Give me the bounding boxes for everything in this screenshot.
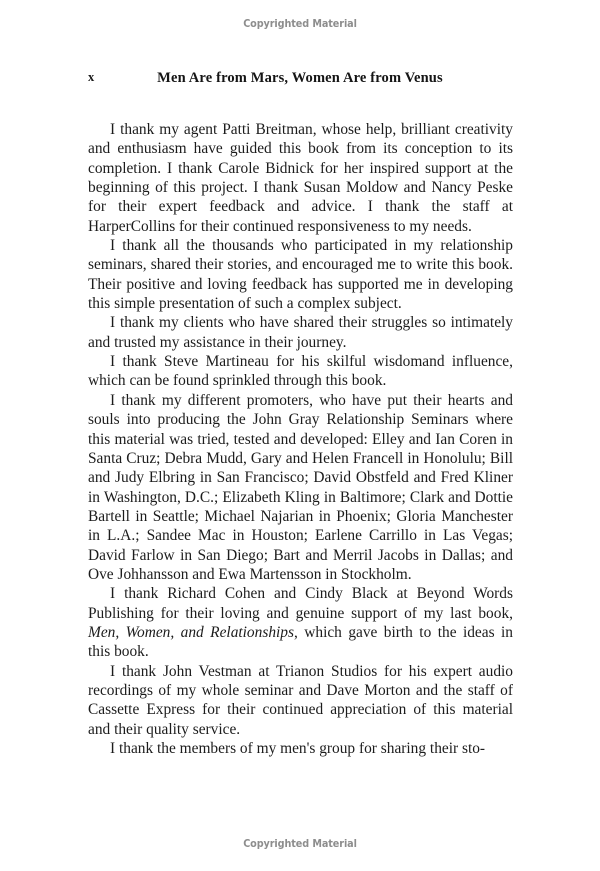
paragraph-5: I thank my different promoters, who have put their hearts and souls into producing the John Gray Relationship Seminars where this material was tried, tested and developed: Elley and Ian Coren in Santa Cruz; Debra Mudd, Gary and Helen Francell in Honolulu; Bill and Judy Elbring in San Francisco; David Obstfeld and Fred Kliner in Washington, D.C.; Elizabeth Kling in Baltimore; Clark and Dottie Bartell in Seattle; Michael Najarian in Phoenix; Gloria Manchester in L.A.; Sandee Mac in Houston; Earlene Carrillo in Las Vegas; David Farlow in San Diego; Bart and Merril Jacobs in Dallas; and Ove Johhansson and Ewa Martensson in Stockholm. bbox=[88, 391, 513, 583]
paragraph-3: I thank my clients who have shared their struggles so intimately and trusted my assistance in their journey. bbox=[88, 314, 513, 351]
body-text-block bbox=[88, 120, 513, 758]
page-number: x bbox=[88, 70, 95, 84]
paragraph-1: I thank my agent Patti Breitman, whose help, brilliant creativity and enthusiasm have guided this book from its conception to its completion. I thank Carole Bidnick for her inspired support at the beginning of this project. I thank Susan Moldow and Nancy Peske for their expert feedback and advice. I thank the staff at HarperCollins for their continued responsiveness to my needs. bbox=[88, 121, 513, 235]
copyrighted-material-watermark-bottom: Copyrighted Material bbox=[243, 838, 357, 850]
paragraph-6-text-after-title: , which gave birth to the ideas in this book. bbox=[88, 623, 513, 661]
paragraph-6-text-before-title: I thank Richard Cohen and Cindy Black at Beyond Words Publishing for their loving and genuine support of my last book, bbox=[88, 585, 513, 622]
running-head bbox=[88, 70, 512, 90]
paragraph-7: I thank John Vestman at Trianon Studios for his expert audio recordings of my whole seminar and Dave Morton and the staff of Cassette Express for their continued appreciation of this material and their quality service. bbox=[88, 662, 513, 738]
italic-book-title: Men, Women, and Relationships bbox=[88, 623, 294, 641]
paragraph-8: I thank the members of my men's group for sharing their sto- bbox=[110, 740, 486, 757]
paragraph-6 bbox=[88, 584, 513, 661]
copyrighted-material-watermark-top: Copyrighted Material bbox=[243, 18, 357, 30]
book-title-running-head: Men Are from Mars, Women Are from Venus bbox=[157, 70, 443, 86]
paragraph-2: I thank all the thousands who participated in my relationship seminars, shared their stories, and encouraged me to write this book. Their positive and loving feedback has supported me in developing this simple presentation of such a complex subject. bbox=[88, 237, 513, 313]
paragraph-4: I thank Steve Martineau for his skilful wisdomand influence, which can be found sprinkled through this book. bbox=[88, 353, 513, 390]
